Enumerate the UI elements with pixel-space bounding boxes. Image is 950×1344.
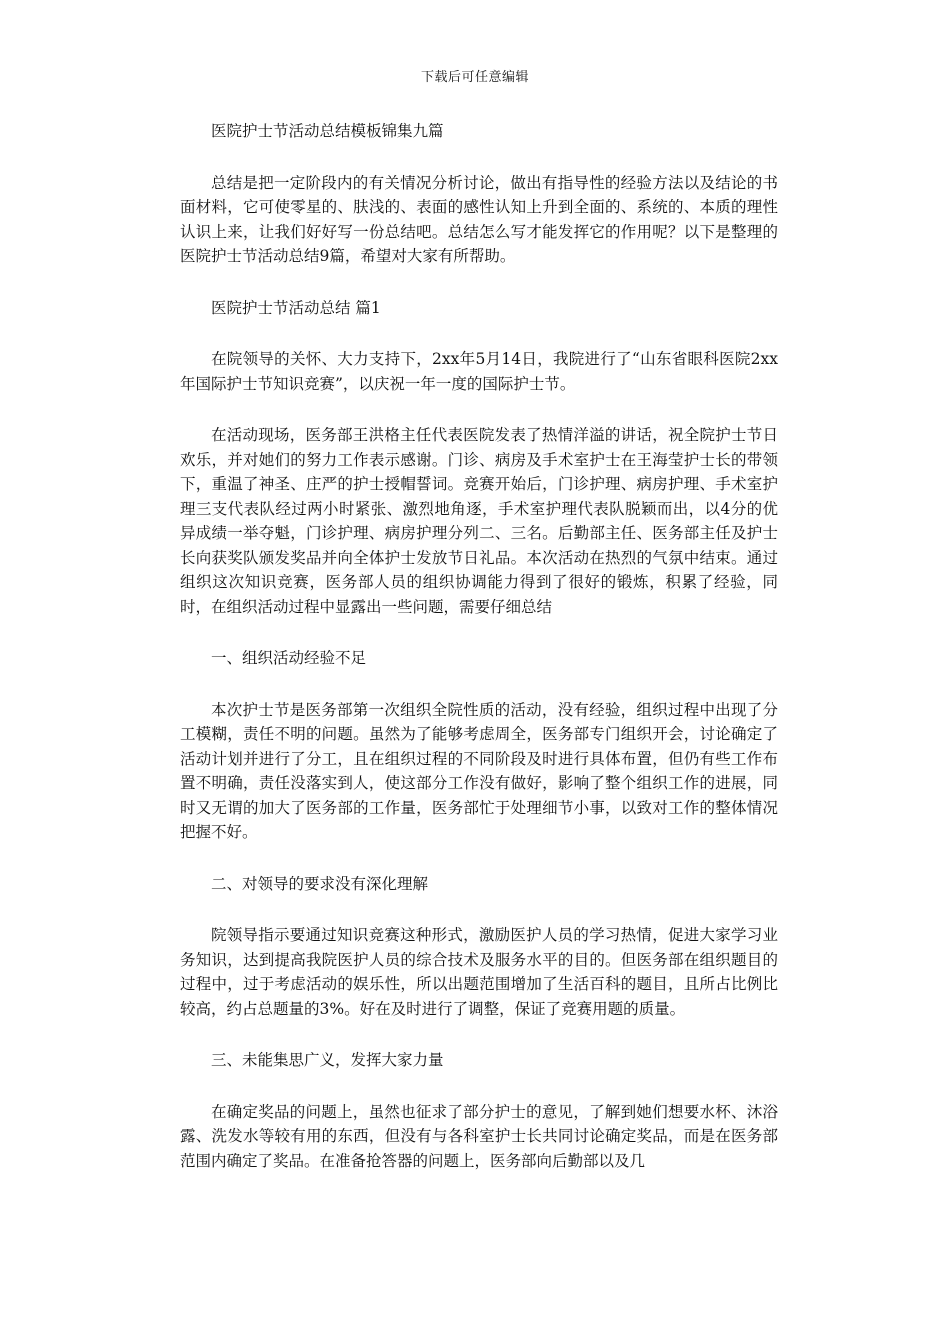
body-paragraph: 在活动现场，医务部王洪格主任代表医院发表了热情洋溢的讲话，祝全院护士节日欢乐，并对她们的努力工作表示感谢。门诊、病房及手术室护士在王海莹护士长的带领下，重温了神圣、庄严的护士授帽誓词。竞赛开始后，门诊护理、病房护理、手术室护理三支代表队经过两小时紧张、激烈地角逐，手术室护理代表队脱颖而出，以4分的优异成绩一举夺魁，门诊护理、病房护理分列二、三名。后勤部主任、医务部主任及护士长向获奖队颁发奖品并向全体护士发放节日礼品。本次活动在热烈的气氛中结束。通过组织这次知识竞赛，医务部人员的组织协调能力得到了很好的锻炼，积累了经验，同时，在组织活动过程中显露出一些问题，需要仔细总结 [180, 426, 778, 616]
body-paragraph: 在确定奖品的问题上，虽然也征求了部分护士的意见，了解到她们想要水杯、沐浴露、洗发水等较有用的东西，但没有与各科室护士长共同讨论确定奖品，而是在医务部范围内确定了奖品。在准备抢答器的问题上，医务部向后勤部以及几 [180, 1102, 778, 1170]
intro-paragraph: 总结是把一定阶段内的有关情况分析讨论，做出有指导性的经验方法以及结论的书面材料，它可使零星的、肤浅的、表面的感性认知上升到全面的、系统的、本质的理性认识上来，让我们好好写一份总结吧。总结怎么写才能发挥它的作用呢？以下是整理的医院护士节活动总结9篇，希望对大家有所帮助。 [180, 173, 778, 265]
section-heading-1: 医院护士节活动总结 篇1 [211, 298, 381, 317]
subheading-2: 二、对领导的要求没有深化理解 [211, 874, 429, 893]
subheading-3: 三、未能集思广义，发挥大家力量 [211, 1051, 444, 1069]
body-paragraph: 本次护士节是医务部第一次组织全院性质的活动，没有经验，组织过程中出现了分工模糊，责任不明的问题。虽然为了能够考虑周全，医务部专门组织开会，讨论确定了活动计划并进行了分工，且在组织过程的不同阶段及时进行具体布置，但仍有些工作布置不明确，责任没落实到人，使这部分工作没有做好，影响了整个组织工作的进展，同时又无谓的加大了医务部的工作量，医务部忙于处理细节小事，以致对工作的整体情况把握不好。 [180, 700, 778, 841]
body-paragraph: 在院领导的关怀、大力支持下，2xx年5月14日，我院进行了“山东省眼科医院2xx年国际护士节知识竞赛”，以庆祝一年一度的国际护士节。 [180, 350, 778, 393]
subheading-1: 一、组织活动经验不足 [211, 649, 367, 667]
document-title: 医院护士节活动总结模板锦集九篇 [211, 122, 444, 140]
body-paragraph: 院领导指示要通过知识竞赛这种形式，激励医护人员的学习热情，促进大家学习业务知识，达到提高我院医护人员的综合技术及服务水平的目的。但医务部在组织题目的过程中，过于考虑活动的娱乐性，所以出题范围增加了生活百科的题目，且所占比例比较高，约占总题量的3%。好在及时进行了调整，保证了竞赛用题的质量。 [180, 926, 778, 1018]
download-note: 下载后可任意编辑 [420, 70, 529, 85]
document-body [180, 119, 778, 1200]
